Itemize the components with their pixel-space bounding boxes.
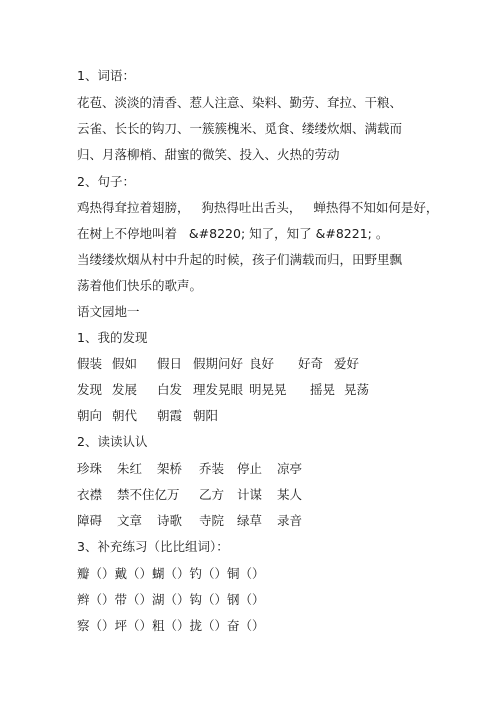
word-cell: 白发 [157, 382, 183, 397]
word-cell: 朱红 [117, 461, 143, 476]
buchong-row-3: 察（）坪（）粗（）拢（）奋（） [77, 618, 265, 633]
word-cell: 乔装 [199, 461, 225, 476]
word-cell: 假日 [157, 356, 183, 371]
word-cell: 晃荡 [344, 382, 370, 397]
word-cell: 朝代 [112, 408, 138, 423]
word-cell: 好奇 [298, 356, 324, 371]
word-cell: 假如 [112, 356, 138, 371]
word-cell: 理发晃眼 [193, 382, 244, 397]
word-cell: 发现 [77, 382, 103, 397]
ciyu-line-2: 云雀、长长的钩刀、一簇簇槐米、觅食、缕缕炊烟、满载而 [77, 121, 403, 136]
word-cell: 衣襟 [77, 487, 103, 502]
yuwen-title: 语文园地一 [77, 304, 140, 319]
word-cell: 朝向 [77, 408, 103, 423]
buchong-row-1: 瓣（）戴（）蝴（）钓（）铜（） [77, 566, 265, 581]
word-cell: 凉亭 [277, 461, 303, 476]
juzi-line-2: 在树上不停地叫着 &#8220; 知了，知了 &#8221; 。 [77, 226, 389, 241]
word-cell: 摇晃 [310, 382, 336, 397]
word-cell: 发展 [112, 382, 138, 397]
word-cell: 朝阳 [193, 408, 219, 423]
word-cell: 爱好 [334, 356, 360, 371]
ciyu-line-1: 花苞、淡淡的清香、惹人注意、染料、勤劳、耷拉、干粮、 [77, 95, 403, 110]
word-cell: 乙方 [199, 487, 225, 502]
word-cell: 录音 [277, 513, 303, 528]
word-cell: 停止 [237, 461, 263, 476]
buchong-row-2: 辫（）带（）湖（）钩（）钢（） [77, 592, 265, 607]
word-cell: 架桥 [157, 461, 183, 476]
juzi-heading: 2、句子： [77, 174, 135, 189]
juzi-line-4: 荡着他们快乐的歌声。 [77, 278, 203, 293]
word-cell: 某人 [277, 487, 303, 502]
faxian-heading: 1、我的发现 [77, 330, 148, 345]
ciyu-heading: 1、词语： [77, 68, 135, 83]
word-cell: 假装 [77, 356, 103, 371]
word-cell: 朝霞 [157, 408, 183, 423]
word-cell: 假期问好 [193, 356, 244, 371]
word-cell: 计谋 [237, 487, 263, 502]
word-cell: 绿草 [237, 513, 263, 528]
juzi-line-1: 鸡热得耷拉着翅膀， 狗热得吐出舌头， 蝉热得不知如何是好， [77, 200, 439, 215]
word-cell: 禁不住亿万 [117, 487, 180, 502]
word-cell: 明晃晃 [249, 382, 287, 397]
word-cell: 障碍 [77, 513, 103, 528]
juzi-line-3: 当缕缕炊烟从村中升起的时候，孩子们满载而归，田野里飘 [77, 252, 403, 267]
dudu-heading: 2、读读认认 [77, 434, 148, 449]
word-cell: 寺院 [199, 513, 225, 528]
word-cell: 良好 [249, 356, 275, 371]
ciyu-line-3: 归、月落柳梢、甜蜜的微笑、投入、火热的劳动 [77, 147, 340, 162]
buchong-heading: 3、补充练习（比比组词）： [77, 539, 229, 554]
word-cell: 文章 [117, 513, 143, 528]
word-cell: 珍珠 [77, 461, 103, 476]
word-cell: 诗歌 [157, 513, 183, 528]
